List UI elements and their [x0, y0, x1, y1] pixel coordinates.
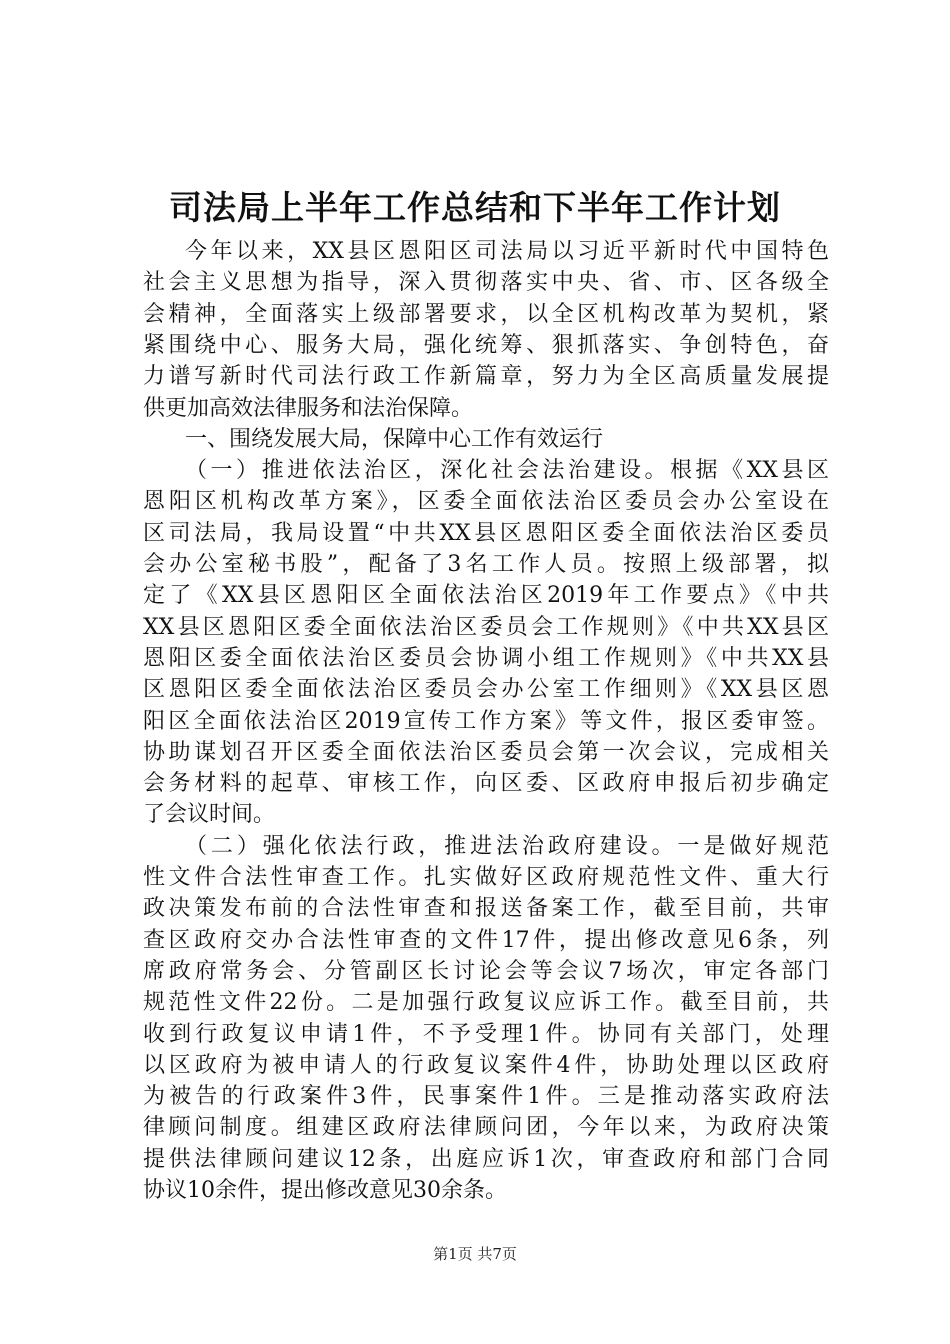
paragraph-line: 阳区全面依法治区2019宣传工作方案》等文件，报区委审签。 — [143, 708, 829, 734]
paragraph-line: 会务材料的起草、审核工作，向区委、区政府申报后初步确定 — [143, 771, 829, 797]
paragraph-line: 席政府常务会、分管副区长讨论会等会议7场次，审定各部门 — [143, 958, 829, 984]
paragraph-line: 会办公室秘书股”，配备了3名工作人员。按照上级部署，拟 — [143, 552, 829, 577]
paragraph-line: 提供法律顾问建议12条，出庭应诉1次，审查政府和部门合同 — [143, 1146, 829, 1172]
paragraph-line: 定了《XX县区恩阳区全面依法治区2019年工作要点》《中共 — [143, 583, 829, 609]
paragraph-line: 紧围绕中心、服务大局，强化统筹、狠抓落实、争创特色，奋 — [143, 332, 829, 358]
paragraph-line: 为被告的行政案件3件，民事案件1件。三是推动落实政府法 — [143, 1084, 829, 1110]
paragraph-line: XX县区恩阳区委全面依法治区委员会工作规则》《中共XX县区 — [143, 614, 829, 640]
page-number: 第1页 共7页 — [433, 1245, 517, 1263]
paragraph-line: 收到行政复议申请1件，不予受理1件。协同有关部门，处理 — [143, 1021, 829, 1047]
paragraph-line: 性文件合法性审查工作。扎实做好区政府规范性文件、重大行 — [143, 865, 829, 890]
paragraph-line: 查区政府交办合法性审查的文件17件，提出修改意见6条，列 — [143, 927, 829, 953]
paragraph-line: 政决策发布前的合法性审查和报送备案工作，截至目前，共审 — [143, 896, 829, 922]
section-heading: 一、围绕发展大局，保障中心工作有效运行 — [185, 426, 604, 452]
paragraph-line: 律顾问制度。组建区政府法律顾问团，今年以来，为政府决策 — [143, 1115, 829, 1141]
paragraph-line: 社会主义思想为指导，深入贯彻落实中央、省、市、区各级全 — [143, 270, 829, 296]
paragraph-line: （一）推进依法治区，深化社会法治建设。根据《XX县区 — [185, 458, 829, 484]
paragraph-line: 今年以来，XX县区恩阳区司法局以习近平新时代中国特色 — [185, 239, 829, 264]
paragraph-line: 恩阳区委全面依法治区委员会协调小组工作规则》《中共XX县 — [143, 645, 829, 671]
paragraph-line: 恩阳区机构改革方案》，区委全面依法治区委员会办公室设在 — [143, 489, 829, 515]
paragraph-line: 了会议时间。 — [143, 802, 276, 828]
document-title: 司法局上半年工作总结和下半年工作计划 — [169, 188, 781, 227]
paragraph-line: 协助谋划召开区委全面依法治区委员会第一次会议，完成相关 — [143, 739, 829, 765]
paragraph-line: 规范性文件22份。二是加强行政复议应诉工作。截至目前，共 — [143, 990, 829, 1016]
paragraph-line: 力谱写新时代司法行政工作新篇章，努力为全区高质量发展提 — [143, 364, 829, 390]
paragraph-line: （二）强化依法行政，推进法治政府建设。一是做好规范 — [185, 833, 829, 859]
paragraph-line: 会精神，全面落实上级部署要求，以全区机构改革为契机，紧 — [143, 301, 829, 327]
paragraph-line: 以区政府为被申请人的行政复议案件4件，协助处理以区政府 — [143, 1052, 829, 1078]
paragraph-line: 区恩阳区委全面依法治区委员会办公室工作细则》《XX县区恩 — [143, 677, 829, 703]
paragraph-line: 区司法局，我局设置“中共XX县区恩阳区委全面依法治区委员 — [143, 520, 829, 546]
paragraph-line: 供更加高效法律服务和法治保障。 — [143, 395, 474, 421]
paragraph-line: 协议10余件，提出修改意见30余条。 — [143, 1178, 507, 1203]
